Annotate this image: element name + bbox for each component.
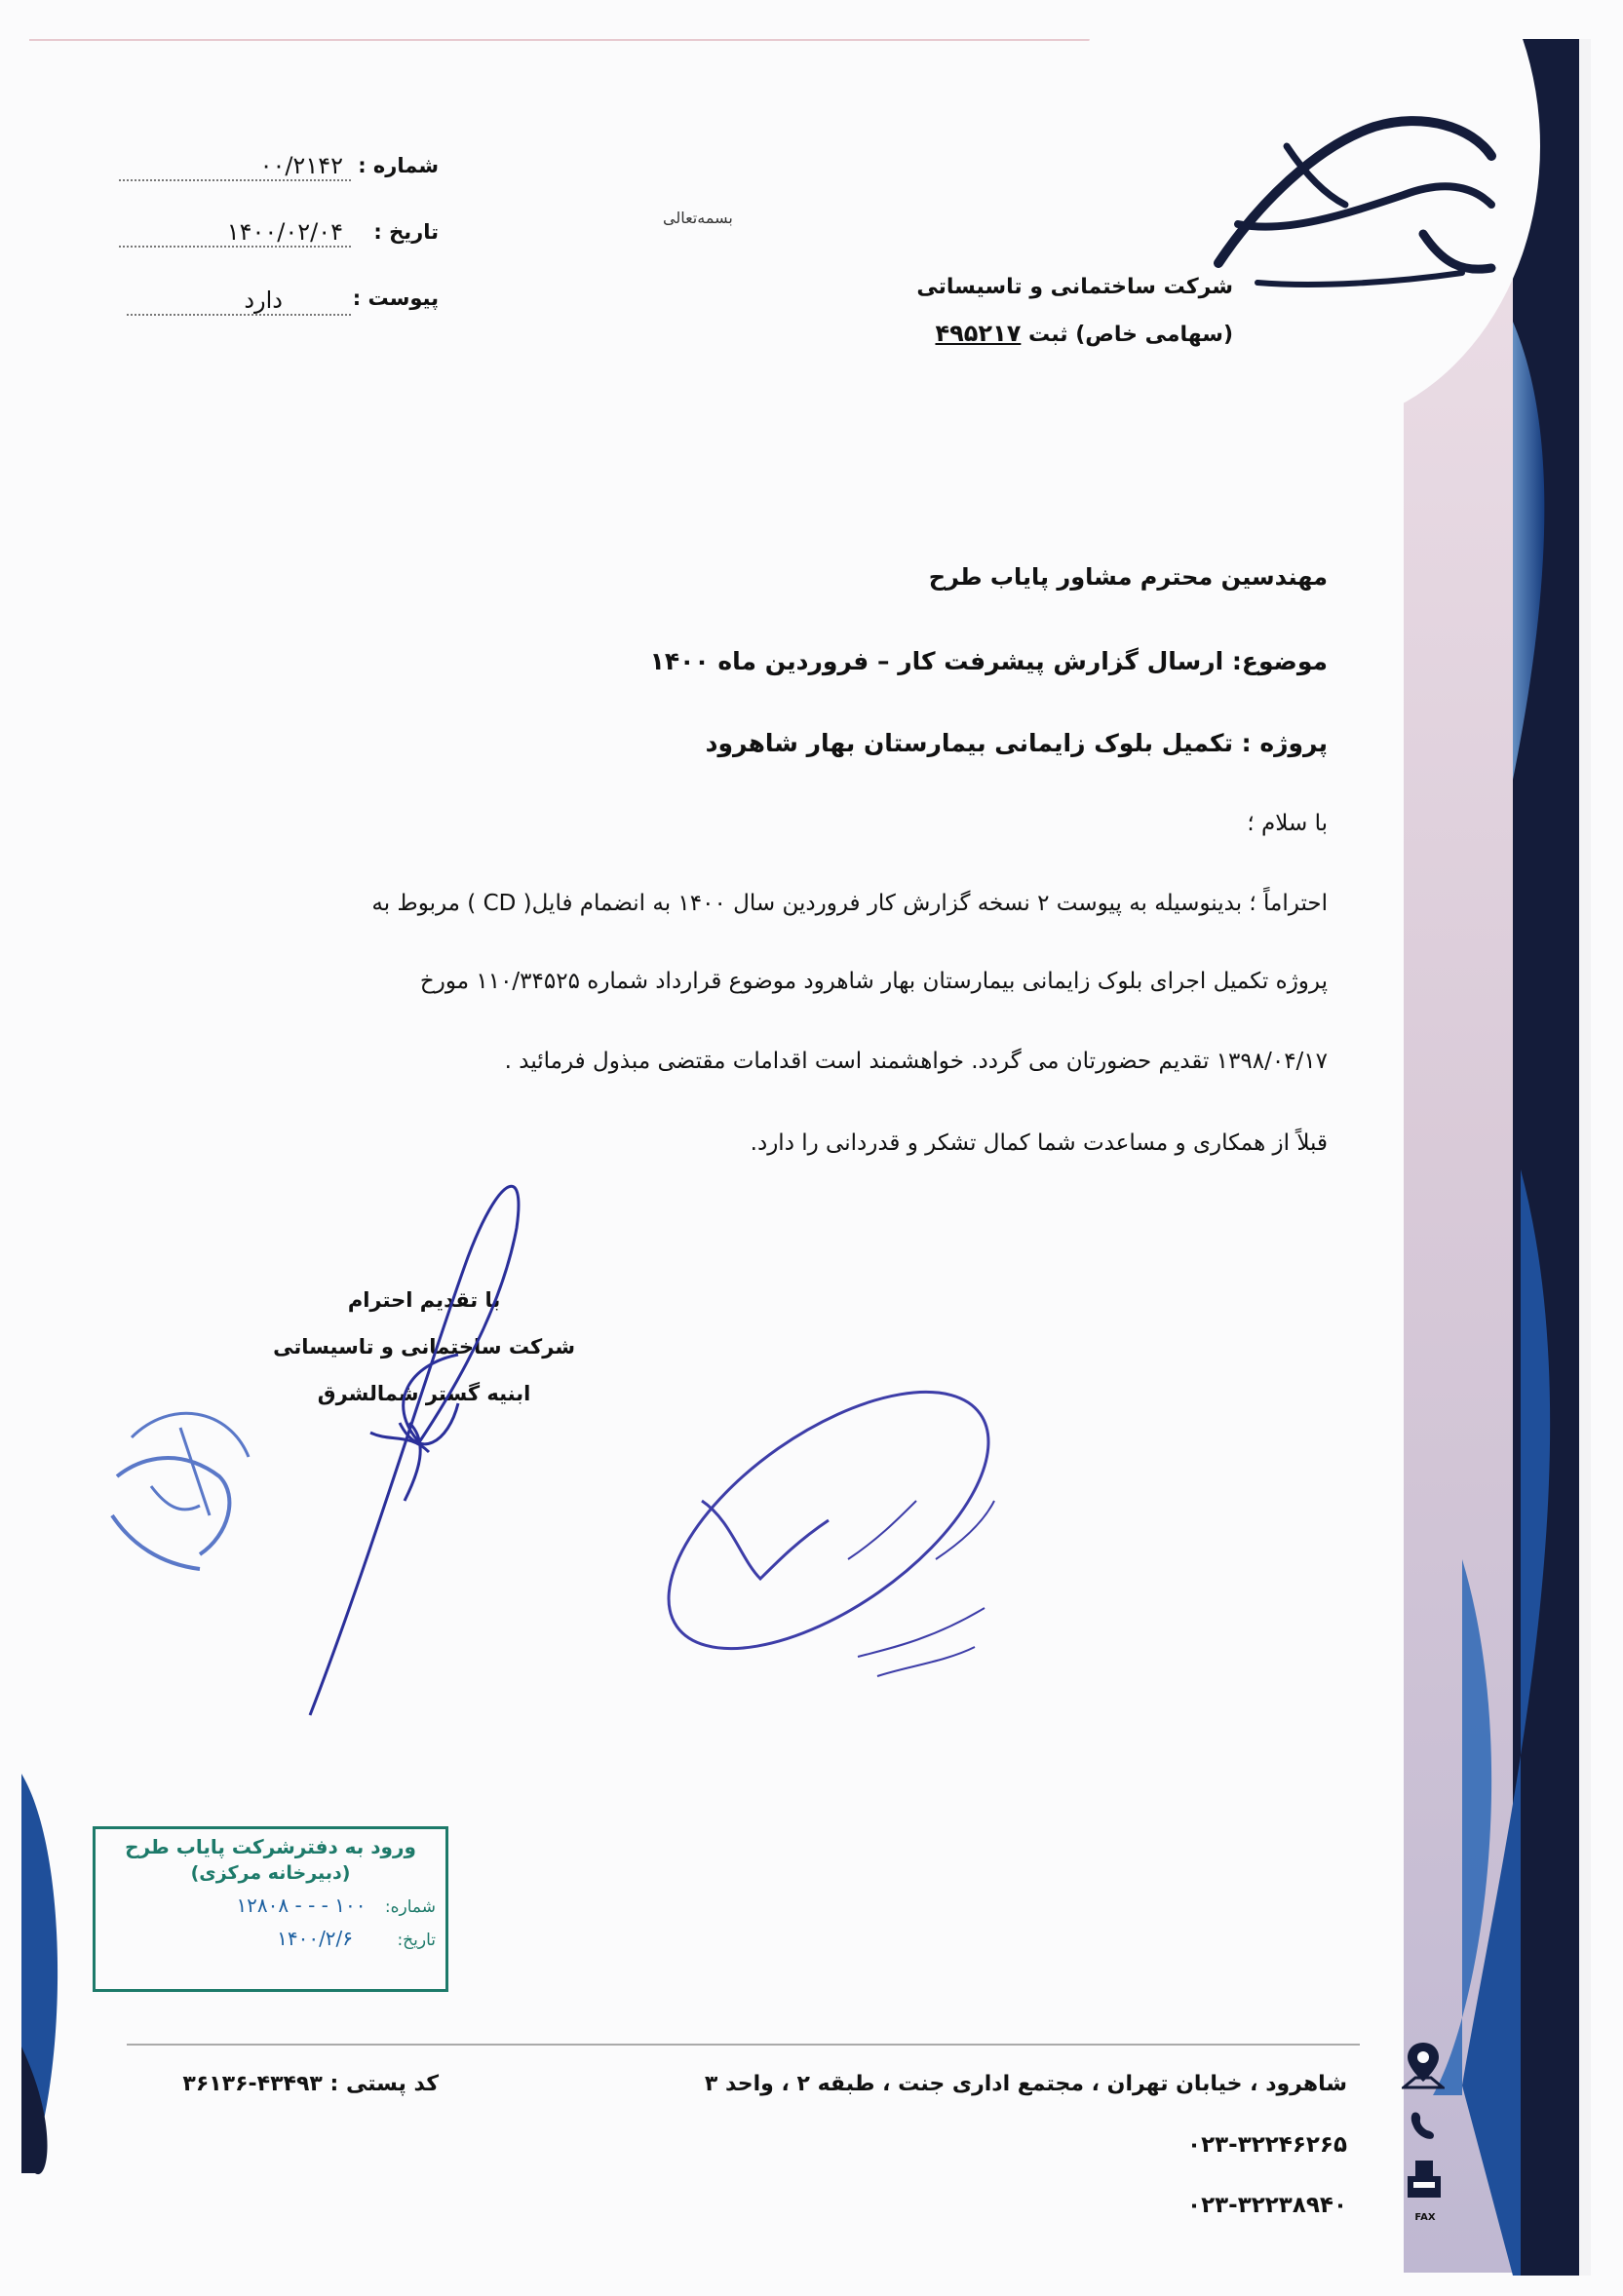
company-name: شرکت ساختمانی و تاسیساتی (916, 275, 1233, 299)
signature-line-3: ابنیه گستر شمالشرق (317, 1382, 531, 1405)
attachment-label: پیوست : (352, 287, 439, 310)
greeting: با سلام ؛ (1247, 811, 1328, 836)
stamp-date-row (105, 1927, 436, 1950)
signature-line-2: شرکت ساختمانی و تاسیساتی (273, 1335, 575, 1358)
stamp-number-label: شماره: (384, 1897, 436, 1917)
stamp-number-row (105, 1894, 436, 1917)
company-type: (سهامی خاص) ثبت (1028, 323, 1233, 347)
postal-code: ۴۳۴۹۳-۳۶۱۳۶ (182, 2072, 323, 2096)
stamp-subtitle: (دبیرخانه مرکزی) (190, 1862, 351, 1884)
footer-postal (182, 2072, 439, 2096)
letter-date-label: تاریخ : (373, 220, 439, 244)
footer-address: شاهرود ، خیابان تهران ، مجتمع اداری جنت ، طبقه ۲ ، واحد ۳ (704, 2072, 1347, 2096)
fax-label: FAX (1414, 2212, 1436, 2223)
footer-phone: ۰۲۳-۳۲۲۴۶۲۶۵ (1187, 2132, 1347, 2158)
phone-icon (1408, 2107, 1439, 2142)
attachment-value: دارد (127, 287, 351, 316)
body-line-2: پروژه تکمیل اجرای بلوک زایمانی بیمارستان بهار شاهرود موضوع قرارداد شماره ۱۱۰/۳۴۵۲۵ مورخ (419, 969, 1328, 994)
footer-fax: ۰۲۳-۳۲۲۳۸۹۴۰ (1187, 2193, 1347, 2218)
body-line-3: ۱۳۹۸/۰۴/۱۷ تقدیم حضورتان می گردد. خواهشمند است اقدامات مقتضی مبذول فرمائید . (504, 1049, 1328, 1074)
fax-icon (1402, 2159, 1447, 2213)
basmala: بسمه‌تعالی (663, 209, 733, 227)
stamp-date-label: تاریخ: (397, 1931, 436, 1950)
recipient: مهندسین محترم مشاور پایاب طرح (928, 563, 1328, 591)
postal-label: کد پستی : (329, 2072, 439, 2096)
stamp-date-value: ۱۴۰۰/۲/۶ (277, 1927, 354, 1950)
company-seal (112, 1413, 249, 1569)
footer-rule (127, 2044, 1360, 2046)
project: پروژه : تکمیل بلوک زایمانی بیمارستان بهار شاهرود (705, 729, 1328, 757)
signature-line-1: با تقدیم احترام (347, 1288, 501, 1312)
subject: موضوع: ارسال گزارش پیشرفت کار – فروردین ماه ۱۴۰۰ (649, 647, 1328, 675)
registration-number: ۴۹۵۲۱۷ (935, 320, 1022, 347)
letter-number-label: شماره : (358, 154, 439, 177)
body-line-1: احتراماً ؛ بدینوسیله به پیوست ۲ نسخه گزارش کار فروردین سال ۱۴۰۰ به انضمام فایل( CD ) مربوط به (371, 891, 1328, 916)
letter-date-value: ۱۴۰۰/۰۲/۰۴ (119, 218, 351, 248)
stamp-number-value: ۱۰۰ - - - ۱۲۸۰۸ (236, 1894, 367, 1917)
closing: قبلاً از همکاری و مساعدت شما کمال تشکر و قدردانی را دارد. (750, 1130, 1328, 1156)
location-icon (1402, 2039, 1445, 2091)
stamp-title: ورود به دفترشرکت پایاب طرح (125, 1835, 416, 1858)
entry-stamp (93, 1826, 448, 1992)
letter-number-value: ۰۰/۲۱۴۲ (119, 152, 351, 181)
